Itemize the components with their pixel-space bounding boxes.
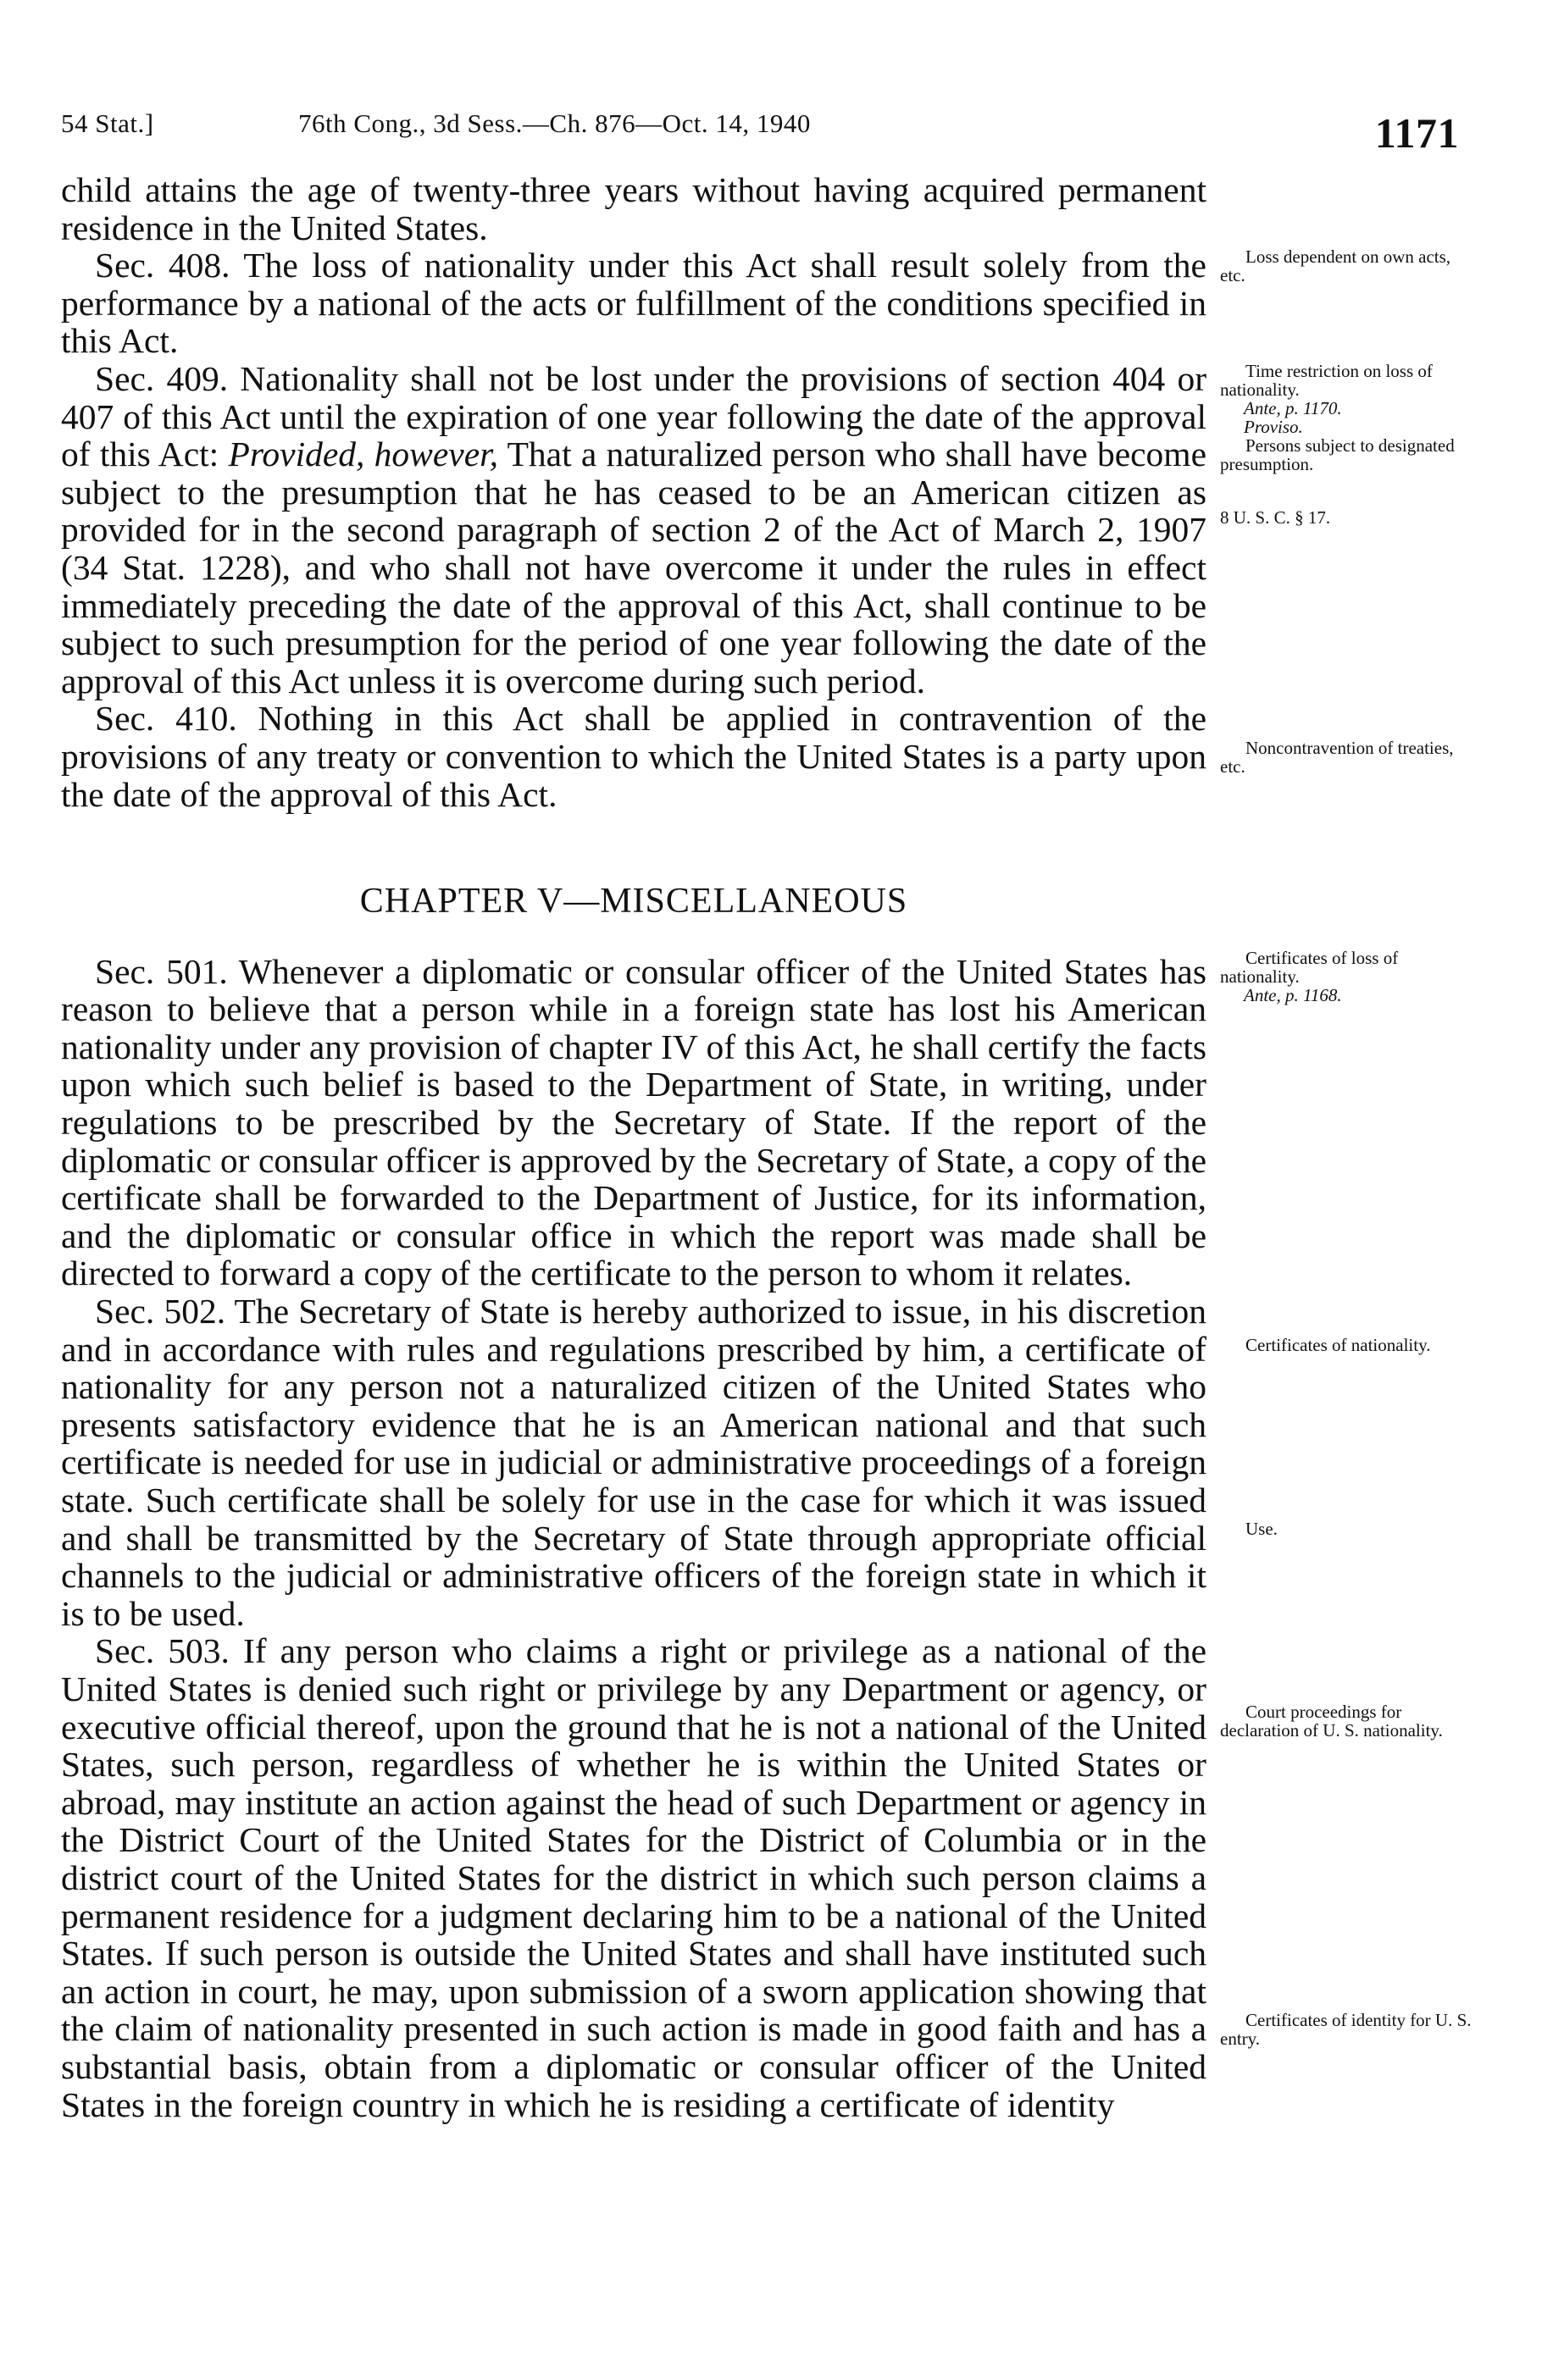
section-410	[61, 700, 1206, 813]
section-410-label: Sec. 410.	[95, 699, 237, 739]
section-408-text: The loss of nationality under this Act shall result solely from the performance by a national of the acts or fulfillment of the conditions specified in this Act.	[61, 246, 1206, 361]
continued-paragraph: child attains the age of twenty-three years without having acquired permanent residence in the United States.	[61, 170, 1206, 247]
margin-note-noncontravention: Noncontravention of treaties, etc.	[1220, 738, 1454, 777]
section-503	[61, 1632, 1206, 2123]
volume-citation: 54 Stat.]	[61, 108, 154, 138]
section-502	[61, 1292, 1206, 1632]
margin-note-usc: 8 U. S. C. § 17.	[1220, 507, 1331, 528]
main-text	[61, 171, 1206, 2123]
section-409-text-a: Nationality shall not be lost under the provisions of section 404 or 407 of this Act until the expiration of one year following the date of the approval of this Act:	[61, 358, 1207, 474]
margin-note-time-restriction: Time restriction on loss of nationality. Ante, p. 1170. Proviso. Persons subject to designated presumption.	[1220, 362, 1476, 473]
persons-subject-note: Persons subject to designated presumption.	[1220, 435, 1455, 474]
session-citation: 76th Cong., 3d Sess.—Ch. 876—Oct. 14, 1940	[298, 108, 811, 138]
section-503-label: Sec. 503.	[95, 1631, 230, 1671]
section-408-label: Sec. 408.	[95, 246, 230, 285]
section-410-text: Nothing in this Act shall be applied in contravention of the provisions of any treaty or convention to which the United States is a party upon the date of the approval of this Act.	[61, 699, 1206, 814]
section-408	[61, 246, 1206, 360]
proviso-label: Proviso.	[1244, 417, 1303, 437]
section-502-text: The Secretary of State is hereby authorized to issue, in his discretion and in accordance with rules and regulations prescribed by him, a certificate of nationality for any person not a naturalized citizen of the United States who presents satisfactory evidence that he is an American national and that such certificate is needed for use in judicial or administrative proceedings of a foreign state. Such certificate shall be solely for use in the case for which it was issued and shall be transmitted by the Secretary of State through appropriate official channels to the judicial or administrative officers of the foreign state in which it is to be used.	[61, 1292, 1206, 1633]
section-409-label: Sec. 409.	[95, 358, 229, 398]
margin-note-court-proceedings: Court proceedings for declaration of U. S. nationality.	[1220, 1702, 1443, 1741]
chapter-heading: CHAPTER V—MISCELLANEOUS	[359, 882, 908, 922]
section-501	[61, 953, 1206, 1292]
section-502-label: Sec. 502.	[95, 1292, 226, 1331]
running-header	[61, 108, 1459, 159]
cross-reference-ante-1170: Ante, p. 1170.	[1244, 398, 1342, 418]
section-503-text: If any person who claims a right or privilege as a national of the United States is denied such right or privilege by any Department or agency, or executive official thereof, upon the ground that he is not a national of the United States, such person, regardless of whether he is within the United States or abroad, may institute an action against the head of such Department or agency in the District Court of the United States for the District of Columbia or in the district court of the United States for the district in which such person claims a permanent residence for a judgment declaring him to be a national of the United States. If such person is outside the United States and shall have instituted such an action in court, he may, upon submission of a sworn application showing that the claim of nationality presented in such action is made in good faith and has a substantial basis, obtain from a diplomatic or consular officer of the United States in the foreign country in which he is residing a certificate of identity	[61, 1631, 1207, 2124]
cross-reference-ante-1168: Ante, p. 1168.	[1244, 985, 1342, 1005]
section-501-text: Whenever a diplomatic or consular officer of the United States has reason to believe that a person while in a foreign state has lost his American nationality under any provision of chapter IV of this Act, he shall certify the facts upon which such belief is based to the Department of State, in writing, under regulations to be prescribed by the Secretary of State. If the report of the diplomatic or consular officer is approved by the Secretary of State, a copy of the certificate shall be forwarded to the Department of Justice, for its information, and the diplomatic or consular office in which the report was made shall be directed to forward a copy of the certificate to the person to whom it relates.	[61, 951, 1206, 1293]
section-409	[61, 360, 1206, 700]
section-501-label: Sec. 501.	[95, 951, 228, 991]
margin-note-use: Use.	[1245, 1519, 1278, 1539]
margin-note-certificates-identity: Certificates of identity for U. S. entry.	[1220, 2010, 1472, 2049]
margin-note-loss-dependent: Loss dependent on own acts, etc.	[1220, 246, 1451, 285]
section-409-text-b: That a naturalized person who shall have become subject to the presumption that he has ceased to be an American citizen as provided for in the second paragraph of section 2 of the Act of March 2, 1907 (34 Stat. 1228), and who shall not have overcome it under the rules in effect immediately preceding the date of the approval of this Act, shall continue to be subject to such presumption for the period of one year following the date of the approval of this Act unless it is overcome during such period.	[61, 434, 1206, 700]
page-number: 1171	[1374, 109, 1459, 157]
margin-note-certificates-nationality: Certificates of nationality.	[1245, 1335, 1431, 1355]
margin-note-certificates-loss: Certificates of loss of nationality. Ante, p. 1168.	[1220, 949, 1476, 1005]
section-409-proviso: Provided, however,	[228, 434, 499, 474]
